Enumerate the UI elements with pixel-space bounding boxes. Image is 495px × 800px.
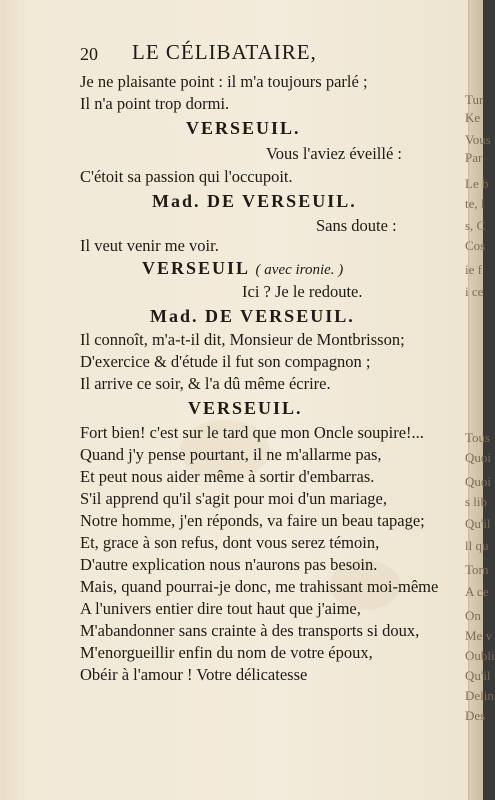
edge-fragment: Le b [465,176,489,191]
verse-line: Vous l'aviez éveillé : [266,144,403,163]
verse-line: Il arrive ce soir, & l'a dû même écrire. [80,374,331,393]
edge-fragment: i ce [465,284,484,299]
verse-line: Obéir à l'amour ! Votre délicatesse [80,665,308,684]
edge-fragment: te, l [465,196,485,211]
edge-fragment: A ce [465,584,489,599]
verse-line: M'abandonner sans crainte à des transports si doux, [80,621,420,640]
speaker-name: VERSEUIL. [188,398,303,418]
edge-fragment: Tom [465,562,489,577]
edge-fragment: Des [465,708,486,723]
speaker-name: VERSEUIL ( avec ironie. ) [142,258,344,278]
edge-fragment: Delin [465,688,494,703]
verse-line: Fort bien! c'est sur le tard que mon Oncle soupire!... [80,423,424,442]
edge-fragment: ie f [465,262,482,277]
verse-line: D'autre explication nous n'aurons pas besoin. [80,555,378,574]
edge-fragment: Qu'il [465,516,491,531]
speaker-name: VERSEUIL. [186,118,301,138]
stage-direction: ( avec ironie. ) [255,262,344,278]
verse-line: D'exercice & d'étude il fut son compagnon ; [80,352,371,371]
speaker-name: Mad. DE VERSEUIL. [152,191,357,211]
verse-line: Ici ? Je le redoute. [242,282,363,301]
page-number: 20 [80,44,98,64]
edge-fragment: Qu'il [465,668,491,683]
verse-line: Sans doute : [316,216,397,235]
edge-fragment: ll qu [465,538,489,553]
verse-line: Quand j'y pense pourtant, il ne m'allarme pas, [80,445,382,464]
edge-fragment: Oubli [465,648,495,663]
edge-fragment: s lib [465,494,488,509]
edge-fragment: Tous [465,430,491,445]
edge-fragment: Ke [465,110,481,125]
edge-fragment: Par [465,150,483,165]
verse-line: S'il apprend qu'il s'agit pour moi d'un mariage, [80,489,388,508]
verse-line: Et peut nous aider même à sortir d'embarras. [80,467,375,486]
running-head: LE CÉLIBATAIRE, [132,40,317,64]
edge-fragment: On [465,608,481,623]
edge-fragment: s, C [465,218,486,233]
verse-line: Je ne plaisante point : il m'a toujours parlé ; [80,72,368,91]
verse-line: M'enorgueillir enfin du nom de votre époux, [80,643,373,662]
edge-fragment: Vous [465,132,491,147]
verse-line: Il n'a point trop dormi. [80,94,230,113]
verse-line: A l'univers entier dire tout haut que j'aime, [80,599,361,618]
verse-line: C'étoit sa passion qui l'occupoit. [80,167,293,186]
verse-line: Il veut venir me voir. [80,236,219,255]
edge-fragment: Cos [465,238,486,253]
verse-line: Mais, quand pourrai-je donc, me trahissant moi-même [80,577,439,596]
verse-line: Il connoît, m'a-t-il dit, Monsieur de Montbrisson; [80,330,405,349]
edge-fragment: Me v [465,628,493,643]
edge-fragment: Quoi [465,474,491,489]
edge-fragment: Quoi [465,450,491,465]
verse-line: Notre homme, j'en réponds, va faire un beau tapage; [80,511,425,530]
verse-line: Et, grace à son refus, dont vous serez témoin, [80,533,380,552]
edge-fragment: Tur [465,92,484,107]
speaker-name: Mad. DE VERSEUIL. [150,306,355,326]
